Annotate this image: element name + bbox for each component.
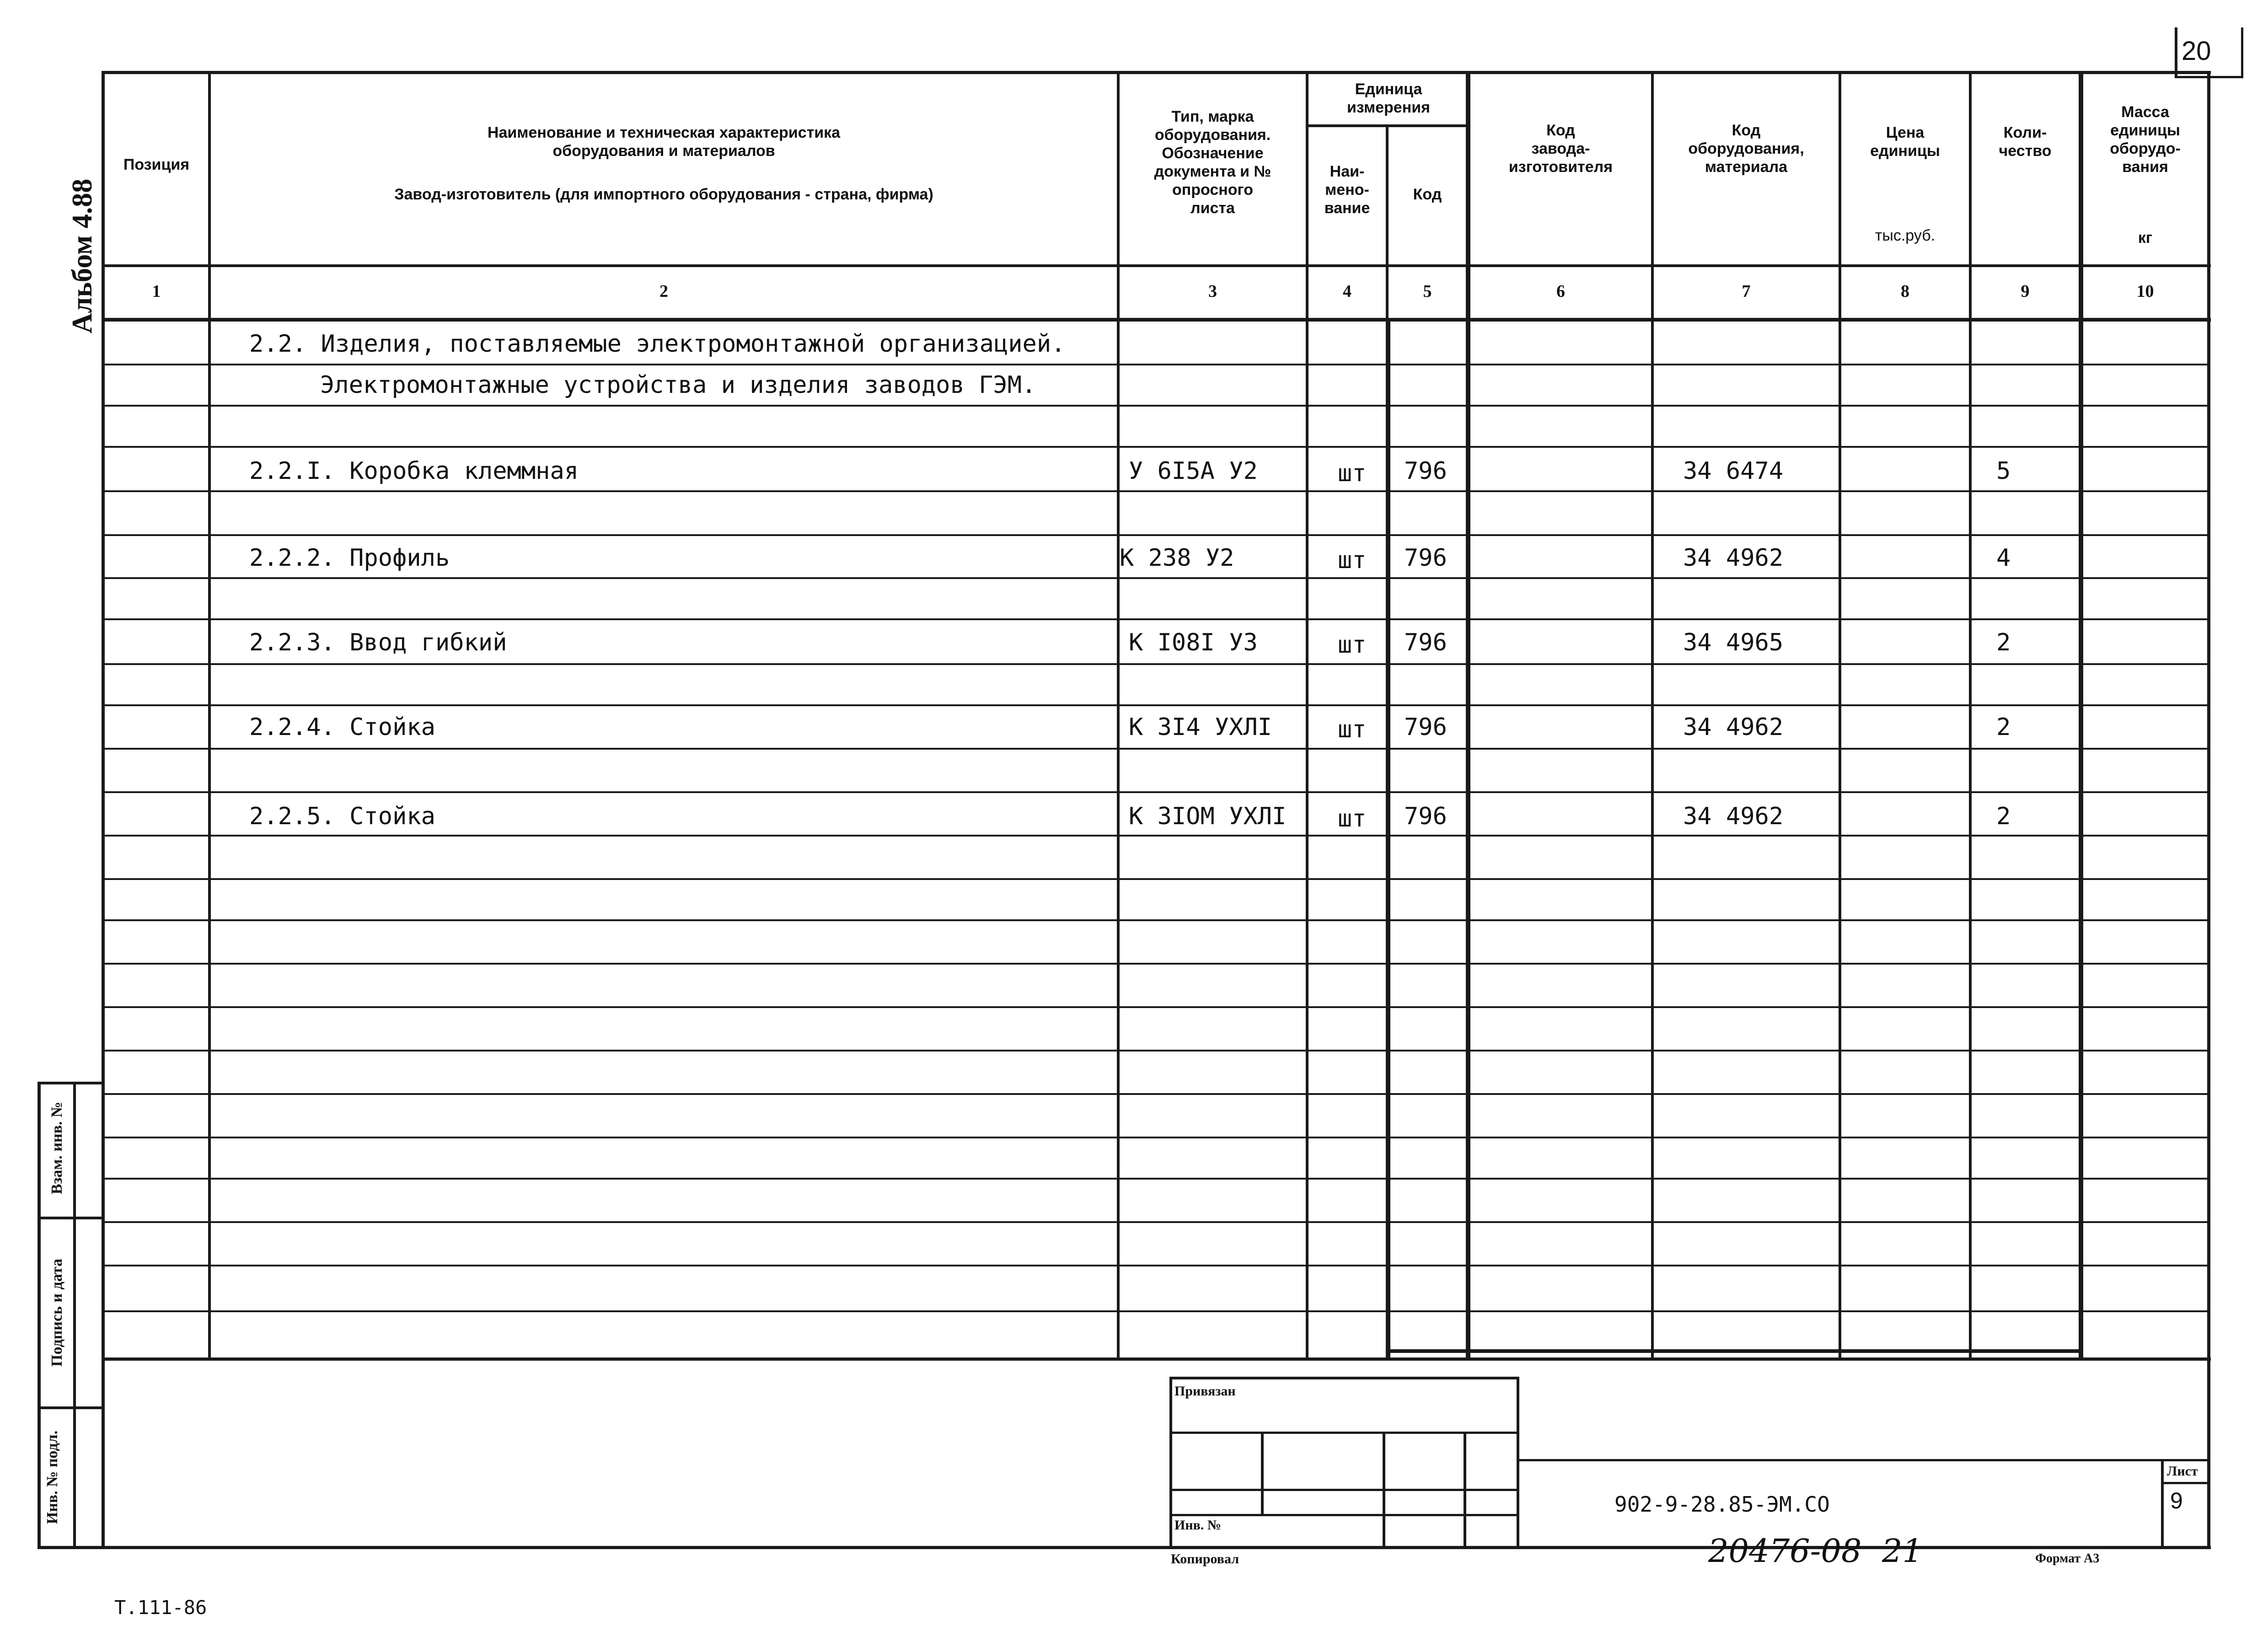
- item-unit: шт: [1338, 547, 1367, 574]
- item-qty: 5: [1996, 457, 2011, 485]
- stamp-inv-no: Инв. №: [1174, 1518, 1221, 1533]
- row-divider: [105, 748, 2207, 750]
- colnum-10: 10: [2136, 282, 2154, 301]
- row-divider: [105, 577, 2207, 579]
- row-divider: [105, 405, 2207, 407]
- row-divider: [105, 534, 2207, 536]
- album-label: Альбом 4.88: [67, 178, 98, 334]
- row-divider: [105, 1310, 2207, 1312]
- colnum-5: 5: [1423, 282, 1432, 301]
- row-divider: [105, 919, 2207, 921]
- row-divider: [105, 791, 2207, 793]
- footer-kopiroval: Копировал: [1171, 1551, 1239, 1567]
- row-divider: [105, 1006, 2207, 1008]
- item-unit-code: 796: [1404, 544, 1447, 572]
- document-code: 902-9-28.85-ЭМ.СО: [1614, 1492, 1830, 1517]
- header-type: Тип, марка оборудования. Обозначение документа и № опросного листа: [1154, 108, 1271, 217]
- item-qty: 2: [1996, 629, 2011, 656]
- item-type: У 6I5А У2: [1129, 457, 1258, 485]
- row-divider: [105, 704, 2207, 706]
- row-divider: [105, 835, 2207, 837]
- item-qty: 4: [1996, 544, 2011, 572]
- item-qty: 2: [1996, 714, 2011, 741]
- header-manufacturer: Завод-изготовитель (для импортного оборудования - страна, фирма): [394, 186, 933, 203]
- item-equipment-code: 34 6474: [1683, 457, 1784, 485]
- side-label-podpis: Подпись и дата: [48, 1259, 65, 1367]
- colnum-6: 6: [1556, 282, 1565, 301]
- item-equipment-code: 34 4962: [1683, 803, 1784, 830]
- side-label-inv-podl: Инв. № подл.: [44, 1430, 61, 1524]
- header-unit-name: Наи- мено- вание: [1324, 163, 1370, 217]
- item-qty: 2: [1996, 803, 2011, 830]
- item-unit-code: 796: [1404, 629, 1447, 656]
- row-divider: [105, 1093, 2207, 1095]
- header-unit-group: Единица измерения: [1347, 80, 1430, 116]
- header-position: Позиция: [123, 156, 190, 173]
- row-divider: [105, 663, 2207, 665]
- section-subtitle: Электромонтажные устройства и изделия заводов ГЭМ.: [320, 371, 1036, 399]
- item-equipment-code: 34 4962: [1683, 544, 1784, 572]
- item-equipment-code: 34 4962: [1683, 714, 1784, 741]
- item-name: 2.2.4. Стойка: [249, 714, 435, 741]
- row-divider: [105, 878, 2207, 880]
- colnum-4: 4: [1343, 282, 1351, 301]
- form-code: Т.111-86: [114, 1596, 207, 1619]
- row-divider: [105, 490, 2207, 492]
- item-name: 2.2.I. Коробка клеммная: [249, 457, 579, 485]
- row-divider: [105, 1221, 2207, 1223]
- header-quantity: Коли- чество: [1999, 124, 2052, 160]
- item-name: 2.2.2. Профиль: [249, 544, 450, 572]
- item-type: К I08I У3: [1129, 629, 1258, 656]
- sheet-number: 9: [2170, 1488, 2183, 1513]
- header-price-unit: тыс.руб.: [1875, 227, 1936, 244]
- colnum-1: 1: [152, 282, 161, 301]
- handwritten-number: 20476-08 21: [1708, 1532, 1923, 1570]
- footer-format: Формат А3: [2035, 1551, 2100, 1566]
- row-divider: [105, 1178, 2207, 1180]
- stamp-privyazan: Привязан: [1174, 1384, 1236, 1399]
- item-unit-code: 796: [1404, 803, 1447, 830]
- item-unit: шт: [1338, 716, 1367, 743]
- row-divider: [105, 1050, 2207, 1052]
- header-equipment-code: Код оборудования, материала: [1688, 122, 1804, 176]
- section-title: 2.2. Изделия, поставляемые электромонтажной организацией.: [249, 330, 1066, 358]
- row-divider: [105, 963, 2207, 965]
- item-unit: шт: [1338, 460, 1367, 487]
- colnum-2: 2: [659, 282, 668, 301]
- header-factory-code: Код завода- изготовителя: [1508, 122, 1613, 176]
- colnum-3: 3: [1208, 282, 1217, 301]
- item-unit: шт: [1338, 805, 1367, 832]
- item-type: К 3I4 УХЛI: [1129, 714, 1272, 741]
- sheet-label: Лист: [2167, 1464, 2198, 1479]
- header-mass: Масса единицы оборудо- вания: [2110, 103, 2181, 176]
- side-label-vzam: Взам. инв. №: [48, 1101, 65, 1195]
- colnum-9: 9: [2021, 282, 2030, 301]
- colnum-7: 7: [1742, 282, 1751, 301]
- page-number: 20: [2182, 36, 2211, 66]
- item-type: К 238 У2: [1120, 544, 1234, 572]
- item-unit: шт: [1338, 631, 1367, 659]
- row-divider: [105, 1137, 2207, 1138]
- item-type: К 3IOM УХЛI: [1129, 803, 1287, 830]
- item-unit-code: 796: [1404, 457, 1447, 485]
- header-mass-unit: кг: [2138, 229, 2153, 247]
- item-name: 2.2.3. Ввод гибкий: [249, 629, 507, 656]
- row-divider: [105, 618, 2207, 620]
- row-divider: [105, 446, 2207, 448]
- colnum-8: 8: [1901, 282, 1909, 301]
- item-equipment-code: 34 4965: [1683, 629, 1784, 656]
- row-divider: [105, 364, 2207, 365]
- header-unit-code: Код: [1413, 186, 1442, 203]
- item-unit-code: 796: [1404, 714, 1447, 741]
- item-name: 2.2.5. Стойка: [249, 803, 435, 830]
- header-price: Цена единицы: [1870, 124, 1940, 160]
- header-name: Наименование и техническая характеристика оборудования и материалов: [487, 124, 841, 160]
- row-divider: [105, 1265, 2207, 1266]
